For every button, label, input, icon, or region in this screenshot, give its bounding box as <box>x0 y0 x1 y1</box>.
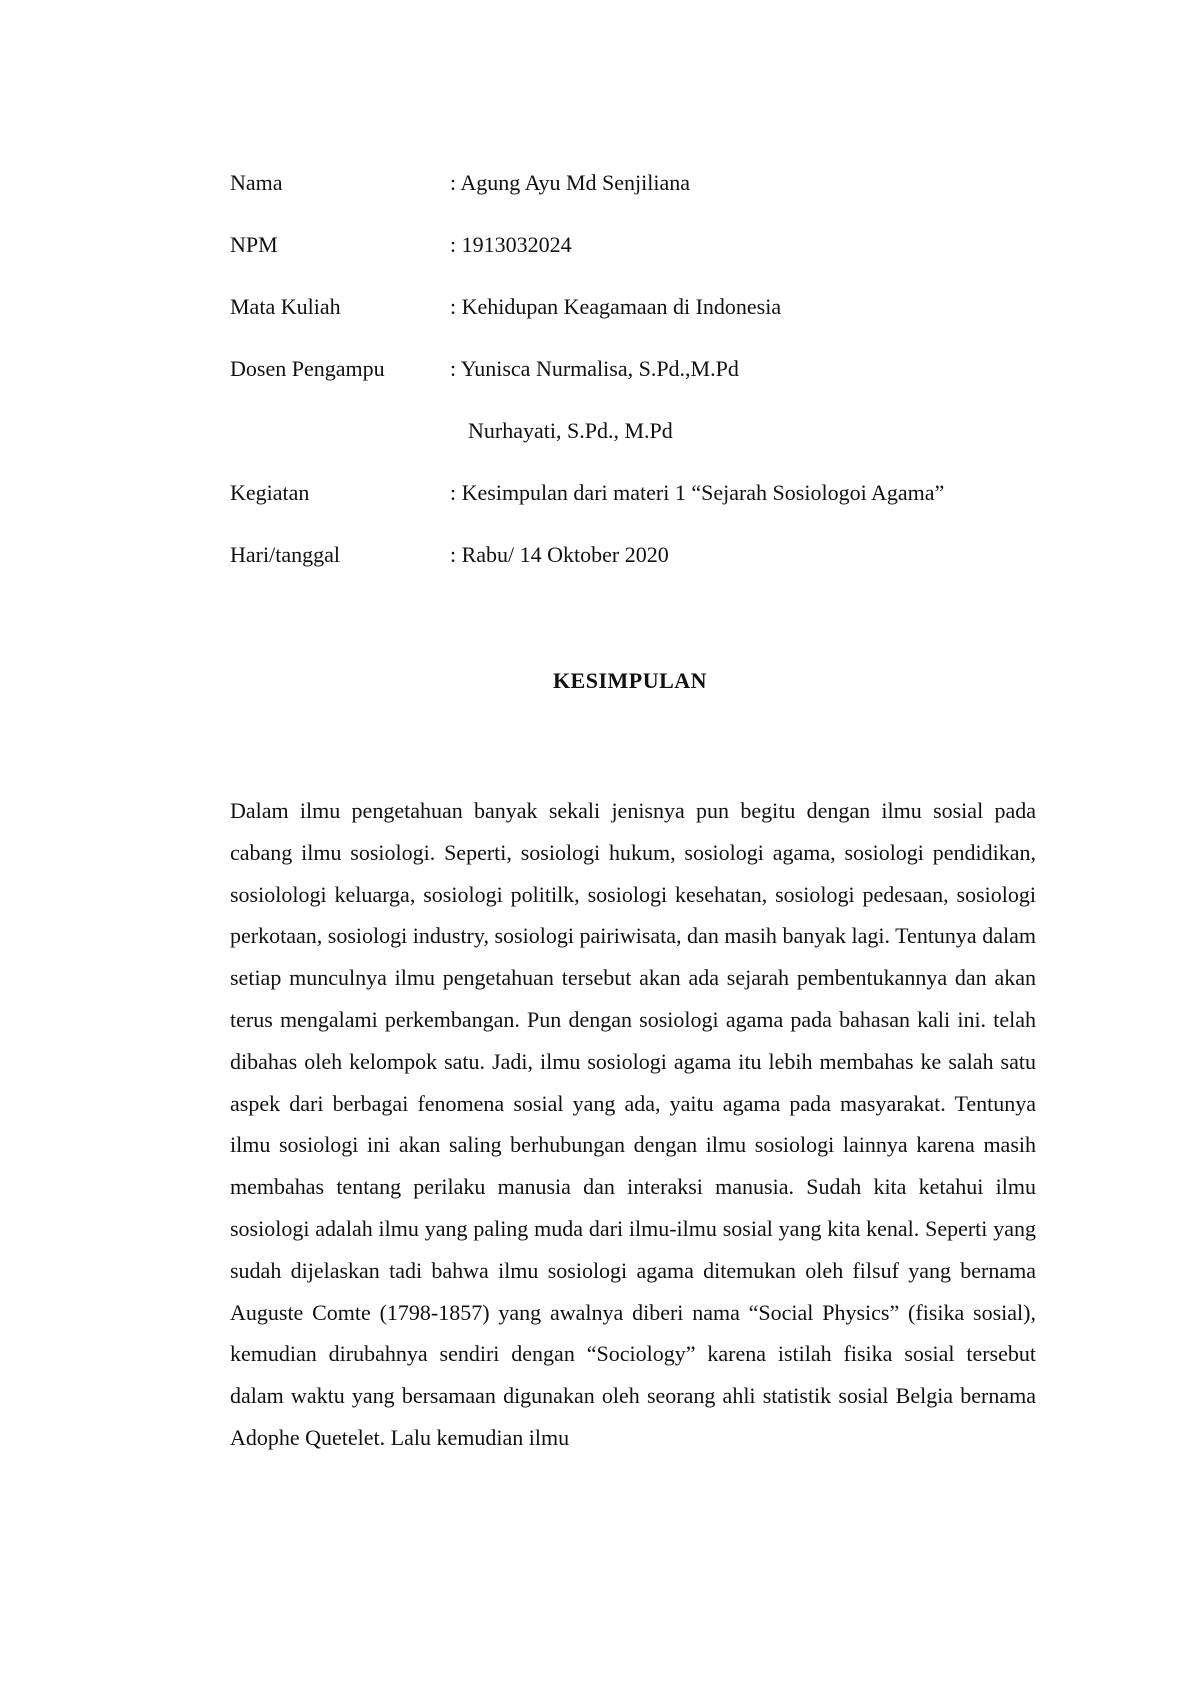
info-label: Hari/tanggal <box>230 542 340 567</box>
info-value: : 1913032024 <box>450 232 572 257</box>
body-paragraph: Dalam ilmu pengetahuan banyak sekali jenisnya pun begitu dengan ilmu sosial pada cabang ilmu sosiologi. Seperti, sosiologi hukum, sosiologi agama, sosiologi pendidikan, sosiolologi keluarga, sosiologi politilk, sosiologi kesehatan, sosiologi pedesaan, sosiologi perkotaan, sosiologi industry, sosiologi pairiwisata, dan masih banyak lagi. Tentunya dalam setiap munculnya ilmu pengetahuan tersebut akan ada sejarah pembentukannya dan akan terus mengalami perkembangan. Pun dengan sosiologi agama pada bahasan kali ini. telah dibahas oleh kelompok satu. Jadi, ilmu sosiologi agama itu lebih membahas ke salah satu aspek dari berbagai fenomena sosial yang ada, yaitu agama pada masyarakat. Tentunya ilmu sosiologi ini akan saling berhubungan dengan ilmu sosiologi lainnya karena masih membahas tentang perilaku manusia dan interaksi manusia. Sudah kita ketahui ilmu sosiologi adalah ilmu yang paling muda dari ilmu-ilmu sosial yang kita kenal. Seperti yang sudah dijelaskan tadi bahwa ilmu sosiologi agama ditemukan oleh filsuf yang bernama Auguste Comte (1798-1857) yang awalnya diberi nama “Social Physics” (fisika sosial), kemudian dirubahnya sendiri dengan “Sociology” karena istilah fisika sosial tersebut dalam waktu yang bersamaan digunakan oleh seorang ahli statistik sosial Belgia bernama Adophe Quetelet. Lalu kemudian ilmu <box>230 798 1036 1450</box>
info-row-dosen-pengampu <box>230 354 1050 416</box>
info-label: NPM <box>230 232 278 257</box>
info-row-hari-tanggal <box>230 540 1050 602</box>
info-row-dosen-pengampu-2 <box>230 416 1050 478</box>
info-value: : Yunisca Nurmalisa, S.Pd.,M.Pd <box>450 356 739 381</box>
info-row-nama <box>230 168 1050 230</box>
info-label: Dosen Pengampu <box>230 356 385 381</box>
info-label: Kegiatan <box>230 480 310 505</box>
info-value: : Rabu/ 14 Oktober 2020 <box>450 542 669 567</box>
info-row-mata-kuliah <box>230 292 1050 354</box>
info-value: : Agung Ayu Md Senjiliana <box>450 170 690 195</box>
student-info-table <box>230 168 1050 602</box>
info-label: Mata Kuliah <box>230 294 341 319</box>
info-row-kegiatan <box>230 478 1050 540</box>
info-row-npm <box>230 230 1050 292</box>
info-value: : Kehidupan Keagamaan di Indonesia <box>450 294 782 319</box>
section-heading: KESIMPULAN <box>552 668 708 693</box>
info-value: Nurhayati, S.Pd., M.Pd <box>468 418 673 443</box>
info-value: : Kesimpulan dari materi 1 “Sejarah Sosiologoi Agama” <box>450 480 945 505</box>
info-label: Nama <box>230 170 283 195</box>
